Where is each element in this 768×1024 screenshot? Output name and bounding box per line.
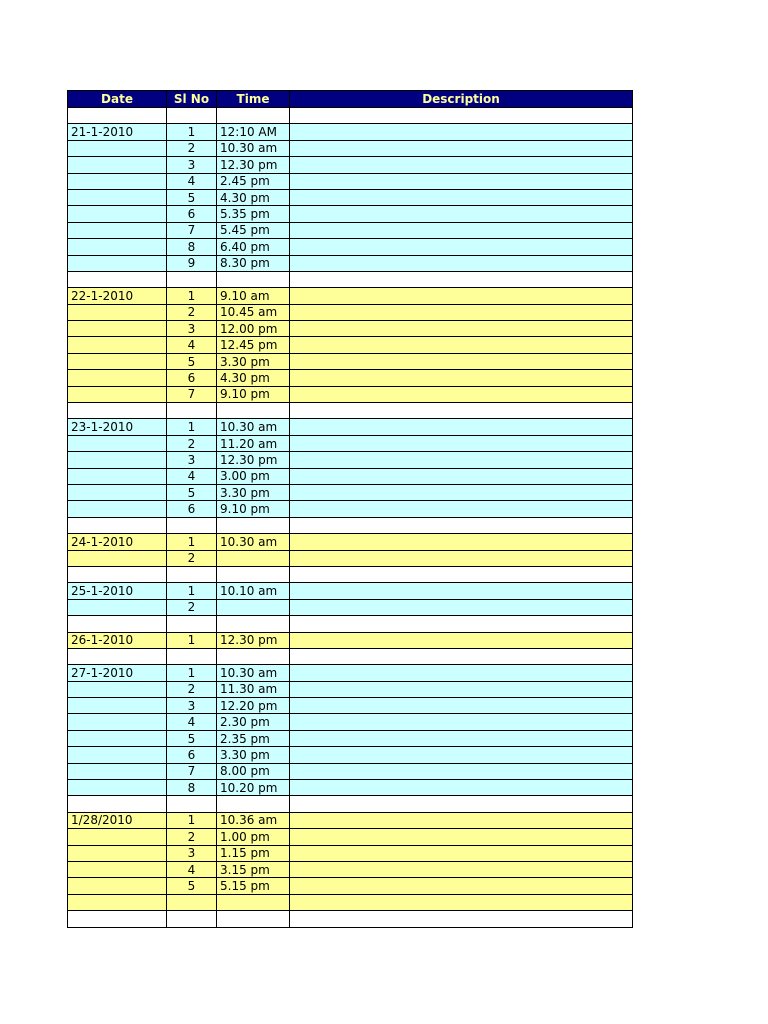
date-cell[interactable]	[68, 698, 167, 714]
slno-cell[interactable]: 5	[167, 878, 217, 894]
description-cell[interactable]	[290, 861, 633, 877]
table-row	[68, 730, 633, 746]
date-cell[interactable]	[68, 189, 167, 205]
time-cell[interactable]	[217, 894, 290, 910]
description-cell[interactable]	[290, 353, 633, 369]
description-cell[interactable]	[290, 698, 633, 714]
empty-cell[interactable]	[68, 566, 167, 582]
empty-cell[interactable]	[217, 566, 290, 582]
date-cell[interactable]	[68, 370, 167, 386]
description-cell[interactable]	[290, 632, 633, 648]
empty-cell[interactable]	[217, 271, 290, 287]
time-cell[interactable]: 3.30 pm	[217, 747, 290, 763]
empty-cell[interactable]	[68, 108, 167, 124]
date-cell[interactable]	[68, 747, 167, 763]
date-cell[interactable]: 25-1-2010	[68, 583, 167, 599]
empty-cell[interactable]	[167, 911, 217, 927]
description-cell[interactable]	[290, 255, 633, 271]
slno-cell[interactable]: 5	[167, 484, 217, 500]
table-row	[68, 239, 633, 255]
date-cell[interactable]	[68, 386, 167, 402]
time-cell[interactable]: 12.30 pm	[217, 452, 290, 468]
spacer-row	[68, 616, 633, 632]
slno-cell[interactable]: 1	[167, 124, 217, 140]
empty-cell[interactable]	[167, 796, 217, 812]
date-cell[interactable]	[68, 157, 167, 173]
slno-cell[interactable]: 2	[167, 304, 217, 320]
description-cell[interactable]	[290, 845, 633, 861]
date-cell[interactable]	[68, 435, 167, 451]
empty-cell[interactable]	[68, 648, 167, 664]
table-row	[68, 157, 633, 173]
table-row	[68, 878, 633, 894]
time-cell[interactable]: 9.10 am	[217, 288, 290, 304]
empty-cell[interactable]	[290, 566, 633, 582]
table-row	[68, 681, 633, 697]
empty-cell[interactable]	[290, 403, 633, 419]
time-cell[interactable]: 9.10 pm	[217, 501, 290, 517]
table-row	[68, 599, 633, 615]
description-cell[interactable]	[290, 337, 633, 353]
time-cell[interactable]: 8.00 pm	[217, 763, 290, 779]
slno-cell[interactable]: 3	[167, 157, 217, 173]
time-cell[interactable]: 8.30 pm	[217, 255, 290, 271]
table-row	[68, 747, 633, 763]
description-cell[interactable]	[290, 370, 633, 386]
time-cell[interactable]: 10.45 am	[217, 304, 290, 320]
date-cell[interactable]: 23-1-2010	[68, 419, 167, 435]
time-cell[interactable]: 10.20 pm	[217, 780, 290, 796]
table-row	[68, 714, 633, 730]
date-cell[interactable]	[68, 763, 167, 779]
empty-cell[interactable]	[217, 911, 290, 927]
table-row	[68, 861, 633, 877]
empty-cell[interactable]	[290, 911, 633, 927]
slno-cell[interactable]: 5	[167, 353, 217, 369]
empty-cell[interactable]	[68, 517, 167, 533]
table-row	[68, 484, 633, 500]
spacer-row	[68, 796, 633, 812]
table-row	[68, 386, 633, 402]
empty-cell[interactable]	[290, 108, 633, 124]
time-cell[interactable]: 12.30 pm	[217, 157, 290, 173]
time-cell[interactable]: 10.30 am	[217, 665, 290, 681]
empty-cell[interactable]	[290, 616, 633, 632]
date-cell[interactable]	[68, 321, 167, 337]
table-row	[68, 501, 633, 517]
time-cell[interactable]: 5.35 pm	[217, 206, 290, 222]
table-row	[68, 206, 633, 222]
slno-cell[interactable]: 4	[167, 173, 217, 189]
empty-cell[interactable]	[167, 566, 217, 582]
time-cell[interactable]: 12.30 pm	[217, 632, 290, 648]
time-cell[interactable]: 3.00 pm	[217, 468, 290, 484]
empty-cell[interactable]	[217, 517, 290, 533]
table-row	[68, 845, 633, 861]
slno-cell[interactable]: 3	[167, 845, 217, 861]
time-cell[interactable]: 12.45 pm	[217, 337, 290, 353]
table-row	[68, 698, 633, 714]
table-row	[68, 812, 633, 828]
time-cell[interactable]: 1.00 pm	[217, 829, 290, 845]
table-row	[68, 140, 633, 156]
slno-cell[interactable]: 1	[167, 812, 217, 828]
time-cell[interactable]: 10.30 am	[217, 140, 290, 156]
slno-cell[interactable]: 7	[167, 763, 217, 779]
description-cell[interactable]	[290, 812, 633, 828]
table-row	[68, 550, 633, 566]
date-cell[interactable]	[68, 861, 167, 877]
spacer-row	[68, 566, 633, 582]
description-cell[interactable]	[290, 157, 633, 173]
table-row	[68, 534, 633, 550]
header-row	[68, 91, 633, 108]
table-row	[68, 304, 633, 320]
time-cell[interactable]: 9.10 pm	[217, 386, 290, 402]
empty-cell[interactable]	[290, 648, 633, 664]
description-cell[interactable]	[290, 321, 633, 337]
time-cell[interactable]: 3.30 pm	[217, 353, 290, 369]
date-cell[interactable]	[68, 239, 167, 255]
table-row	[68, 468, 633, 484]
description-cell[interactable]	[290, 829, 633, 845]
slno-cell[interactable]: 3	[167, 698, 217, 714]
date-cell[interactable]: 22-1-2010	[68, 288, 167, 304]
table-row	[68, 829, 633, 845]
slno-cell[interactable]: 4	[167, 714, 217, 730]
time-cell[interactable]: 3.30 pm	[217, 484, 290, 500]
date-cell[interactable]	[68, 173, 167, 189]
time-cell[interactable]: 4.30 pm	[217, 370, 290, 386]
slno-cell[interactable]	[167, 894, 217, 910]
date-cell[interactable]: 1/28/2010	[68, 812, 167, 828]
time-cell[interactable]: 2.35 pm	[217, 730, 290, 746]
date-cell[interactable]	[68, 468, 167, 484]
slno-cell[interactable]: 1	[167, 288, 217, 304]
time-cell[interactable]: 2.30 pm	[217, 714, 290, 730]
table-row	[68, 370, 633, 386]
slno-cell[interactable]: 3	[167, 452, 217, 468]
time-cell[interactable]	[217, 599, 290, 615]
header-time[interactable]: Time	[217, 91, 290, 108]
spacer-row	[68, 108, 633, 124]
empty-cell[interactable]	[167, 616, 217, 632]
table-row	[68, 288, 633, 304]
slno-cell[interactable]: 4	[167, 337, 217, 353]
slno-cell[interactable]: 1	[167, 419, 217, 435]
header-slno[interactable]: Sl No	[167, 91, 217, 108]
description-cell[interactable]	[290, 468, 633, 484]
slno-cell[interactable]: 6	[167, 206, 217, 222]
description-cell[interactable]	[290, 583, 633, 599]
empty-cell[interactable]	[217, 648, 290, 664]
description-cell[interactable]	[290, 435, 633, 451]
description-cell[interactable]	[290, 714, 633, 730]
time-cell[interactable]: 10.30 am	[217, 419, 290, 435]
slno-cell[interactable]: 1	[167, 632, 217, 648]
slno-cell[interactable]: 2	[167, 550, 217, 566]
description-cell[interactable]	[290, 747, 633, 763]
time-cell[interactable]: 6.40 pm	[217, 239, 290, 255]
date-cell[interactable]	[68, 550, 167, 566]
table-row	[68, 583, 633, 599]
slno-cell[interactable]: 6	[167, 501, 217, 517]
time-cell[interactable]: 1.15 pm	[217, 845, 290, 861]
table-row	[68, 353, 633, 369]
table-row	[68, 321, 633, 337]
slno-cell[interactable]: 2	[167, 829, 217, 845]
time-cell[interactable]	[217, 550, 290, 566]
slno-cell[interactable]: 9	[167, 255, 217, 271]
date-cell[interactable]: 24-1-2010	[68, 534, 167, 550]
date-cell[interactable]	[68, 484, 167, 500]
empty-cell[interactable]	[290, 271, 633, 287]
slno-cell[interactable]: 6	[167, 747, 217, 763]
header-description[interactable]: Description	[290, 91, 633, 108]
empty-cell[interactable]	[68, 271, 167, 287]
table-row	[68, 665, 633, 681]
description-cell[interactable]	[290, 206, 633, 222]
table-row	[68, 222, 633, 238]
date-cell[interactable]	[68, 140, 167, 156]
date-cell[interactable]: 26-1-2010	[68, 632, 167, 648]
empty-cell[interactable]	[68, 403, 167, 419]
description-cell[interactable]	[290, 894, 633, 910]
empty-cell[interactable]	[290, 517, 633, 533]
slno-cell[interactable]: 1	[167, 665, 217, 681]
empty-cell[interactable]	[217, 796, 290, 812]
date-cell[interactable]	[68, 304, 167, 320]
empty-cell[interactable]	[290, 796, 633, 812]
date-cell[interactable]	[68, 681, 167, 697]
date-cell[interactable]	[68, 599, 167, 615]
empty-cell[interactable]	[68, 911, 167, 927]
slno-cell[interactable]: 7	[167, 386, 217, 402]
date-cell[interactable]	[68, 255, 167, 271]
description-cell[interactable]	[290, 878, 633, 894]
time-cell[interactable]: 10.30 am	[217, 534, 290, 550]
slno-cell[interactable]: 2	[167, 681, 217, 697]
date-cell[interactable]	[68, 337, 167, 353]
table-row	[68, 780, 633, 796]
spacer-row	[68, 271, 633, 287]
description-cell[interactable]	[290, 386, 633, 402]
description-cell[interactable]	[290, 763, 633, 779]
description-cell[interactable]	[290, 304, 633, 320]
empty-cell[interactable]	[167, 648, 217, 664]
slno-cell[interactable]: 1	[167, 534, 217, 550]
time-cell[interactable]: 4.30 pm	[217, 189, 290, 205]
slno-cell[interactable]: 2	[167, 599, 217, 615]
time-cell[interactable]: 11.30 am	[217, 681, 290, 697]
description-cell[interactable]	[290, 239, 633, 255]
description-cell[interactable]	[290, 665, 633, 681]
time-cell[interactable]: 10.36 am	[217, 812, 290, 828]
table-row	[68, 435, 633, 451]
table-row	[68, 894, 633, 910]
table-row	[68, 173, 633, 189]
table-row	[68, 337, 633, 353]
empty-cell[interactable]	[68, 796, 167, 812]
description-cell[interactable]	[290, 222, 633, 238]
slno-cell[interactable]: 4	[167, 861, 217, 877]
spacer-row	[68, 517, 633, 533]
slno-cell[interactable]: 5	[167, 730, 217, 746]
slno-cell[interactable]: 4	[167, 468, 217, 484]
empty-cell[interactable]	[217, 108, 290, 124]
empty-cell[interactable]	[167, 403, 217, 419]
slno-cell[interactable]: 3	[167, 321, 217, 337]
slno-cell[interactable]: 8	[167, 780, 217, 796]
description-cell[interactable]	[290, 599, 633, 615]
description-cell[interactable]	[290, 173, 633, 189]
schedule-table	[67, 90, 633, 928]
date-cell[interactable]	[68, 878, 167, 894]
empty-cell[interactable]	[217, 403, 290, 419]
description-cell[interactable]	[290, 452, 633, 468]
spacer-row	[68, 911, 633, 927]
time-cell[interactable]: 12:10 AM	[217, 124, 290, 140]
date-cell[interactable]: 21-1-2010	[68, 124, 167, 140]
date-cell[interactable]	[68, 845, 167, 861]
date-cell[interactable]: 27-1-2010	[68, 665, 167, 681]
table-row	[68, 419, 633, 435]
time-cell[interactable]: 2.45 pm	[217, 173, 290, 189]
table-row	[68, 255, 633, 271]
time-cell[interactable]: 3.15 pm	[217, 861, 290, 877]
slno-cell[interactable]: 2	[167, 140, 217, 156]
time-cell[interactable]: 12.20 pm	[217, 698, 290, 714]
slno-cell[interactable]: 8	[167, 239, 217, 255]
date-cell[interactable]	[68, 501, 167, 517]
date-cell[interactable]	[68, 730, 167, 746]
spacer-row	[68, 648, 633, 664]
description-cell[interactable]	[290, 730, 633, 746]
table-row	[68, 124, 633, 140]
time-cell[interactable]: 10.10 am	[217, 583, 290, 599]
description-cell[interactable]	[290, 780, 633, 796]
description-cell[interactable]	[290, 189, 633, 205]
empty-cell[interactable]	[167, 108, 217, 124]
date-cell[interactable]	[68, 206, 167, 222]
description-cell[interactable]	[290, 501, 633, 517]
description-cell[interactable]	[290, 550, 633, 566]
description-cell[interactable]	[290, 140, 633, 156]
time-cell[interactable]: 12.00 pm	[217, 321, 290, 337]
time-cell[interactable]: 5.15 pm	[217, 878, 290, 894]
date-cell[interactable]	[68, 452, 167, 468]
description-cell[interactable]	[290, 419, 633, 435]
description-cell[interactable]	[290, 288, 633, 304]
spacer-row	[68, 403, 633, 419]
slno-cell[interactable]: 7	[167, 222, 217, 238]
table-row	[68, 452, 633, 468]
empty-cell[interactable]	[217, 616, 290, 632]
table-row	[68, 189, 633, 205]
slno-cell[interactable]: 5	[167, 189, 217, 205]
date-cell[interactable]	[68, 714, 167, 730]
time-cell[interactable]: 11.20 am	[217, 435, 290, 451]
slno-cell[interactable]: 1	[167, 583, 217, 599]
table-row	[68, 763, 633, 779]
date-cell[interactable]	[68, 894, 167, 910]
empty-cell[interactable]	[68, 616, 167, 632]
date-cell[interactable]	[68, 829, 167, 845]
table-row	[68, 632, 633, 648]
date-cell[interactable]	[68, 780, 167, 796]
slno-cell[interactable]: 6	[167, 370, 217, 386]
time-cell[interactable]: 5.45 pm	[217, 222, 290, 238]
date-cell[interactable]	[68, 222, 167, 238]
date-cell[interactable]	[68, 353, 167, 369]
description-cell[interactable]	[290, 681, 633, 697]
header-date[interactable]: Date	[68, 91, 167, 108]
description-cell[interactable]	[290, 484, 633, 500]
empty-cell[interactable]	[167, 271, 217, 287]
empty-cell[interactable]	[167, 517, 217, 533]
table-body	[68, 108, 633, 928]
description-cell[interactable]	[290, 124, 633, 140]
description-cell[interactable]	[290, 534, 633, 550]
slno-cell[interactable]: 2	[167, 435, 217, 451]
